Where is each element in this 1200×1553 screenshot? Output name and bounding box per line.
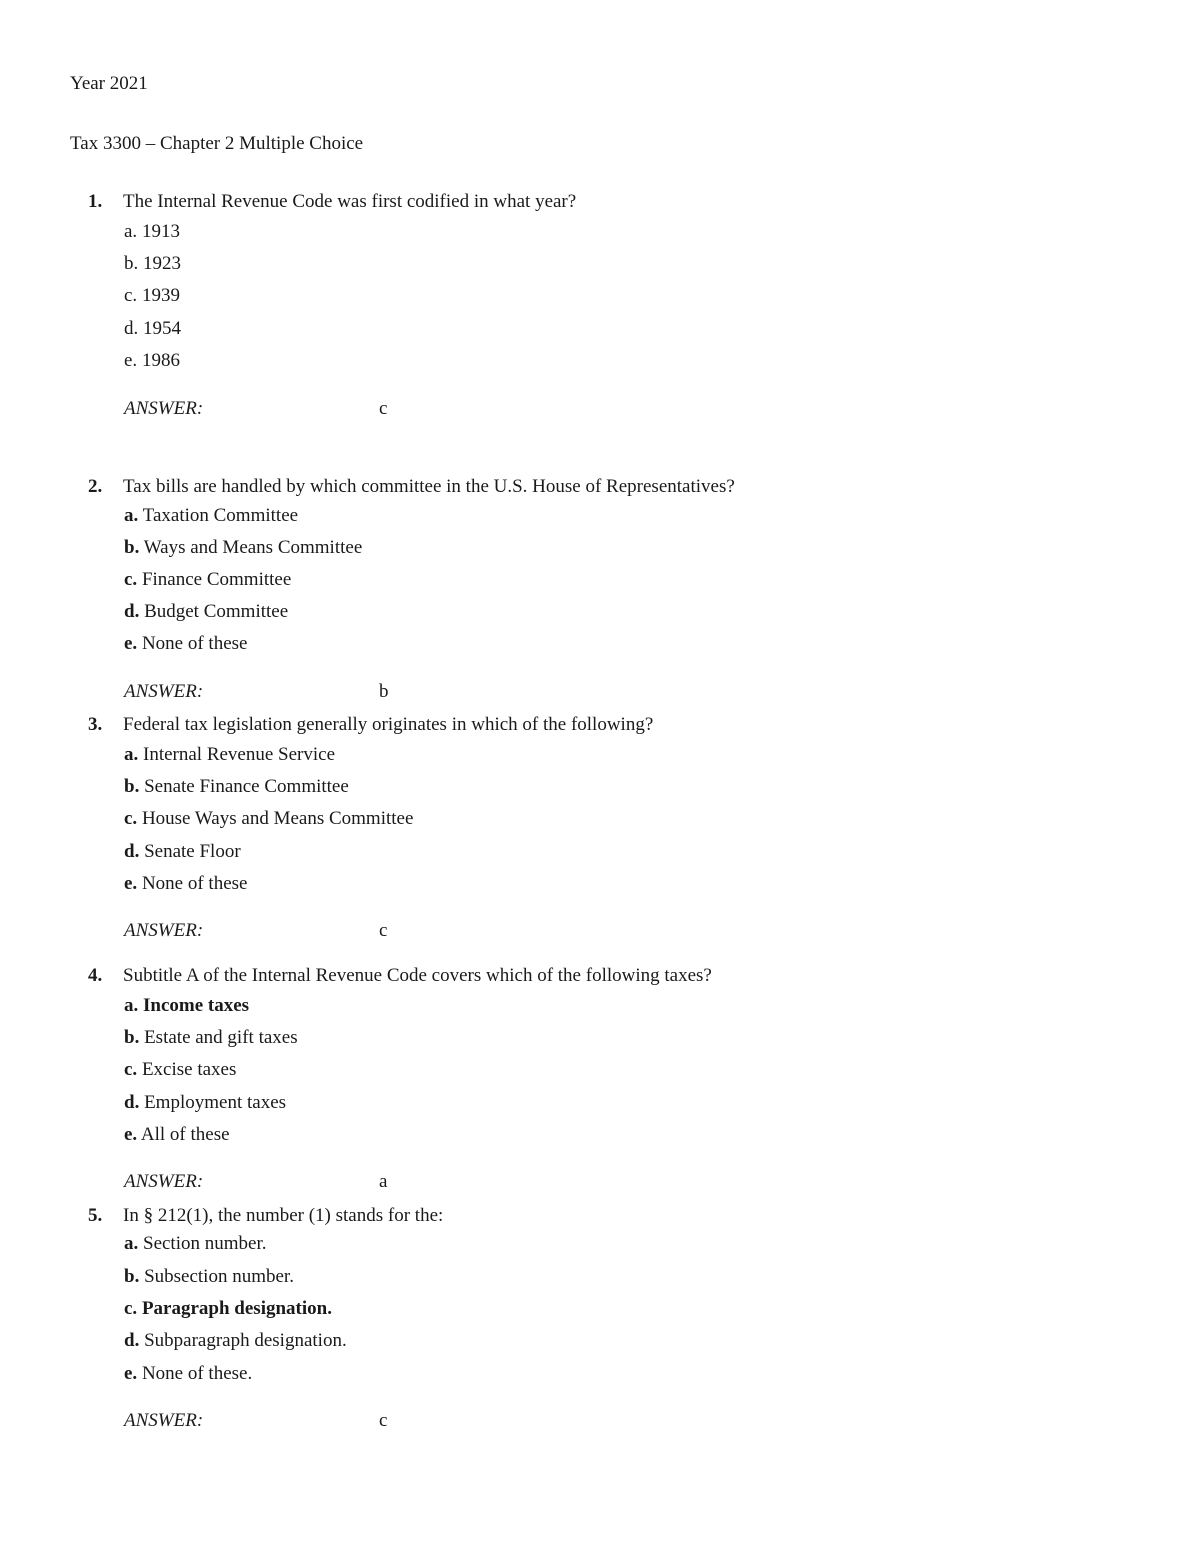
option-text: Taxation Committee [142,505,299,526]
option-d [124,1091,286,1115]
document-year: Year 2021 [70,73,148,94]
option-letter: d. [124,1092,140,1113]
option-text: Employment taxes [144,1092,287,1113]
option-c [124,568,291,592]
option-letter: a. [124,1233,139,1254]
option-letter: e. [124,633,138,654]
option-text: Excise taxes [141,1059,237,1080]
option-letter: a. [124,221,138,242]
option-b [124,536,362,560]
option-letter: d. [124,841,140,862]
option-c [124,1297,332,1321]
option-text: 1954 [143,318,181,339]
option-text: None of these. [141,1363,253,1384]
option-text: Subsection number. [144,1266,294,1287]
question-number: 4. [88,965,103,986]
option-text: None of these [141,633,248,654]
question-text: In § 212(1), the number (1) stands for the: [123,1205,444,1226]
option-text: Senate Finance Committee [144,776,349,797]
option-e [124,632,247,656]
question-number: 1. [88,191,103,212]
option-letter: c. [124,285,138,306]
option-letter: c. [124,1298,138,1319]
option-text: House Ways and Means Committee [141,808,414,829]
answer-value: c [379,920,388,941]
option-text: Income taxes [143,995,250,1016]
question-text: Federal tax legislation generally originates in which of the following? [123,714,654,735]
option-a [124,743,335,767]
option-letter: c. [124,569,138,590]
option-text: Ways and Means Committee [143,537,363,558]
option-a [124,504,298,528]
option-a [124,1232,266,1256]
option-text: 1939 [141,285,180,306]
option-c [124,284,180,308]
question-number: 5. [88,1205,103,1226]
option-letter: d. [124,1330,140,1351]
option-letter: a. [124,744,139,765]
option-letter: d. [124,601,140,622]
option-text: None of these [141,873,248,894]
option-d [124,600,288,624]
option-text: Senate Floor [144,841,241,862]
option-text: Finance Committee [141,569,292,590]
option-letter: b. [124,776,140,797]
option-d [124,1329,347,1353]
option-e [124,349,180,373]
option-letter: b. [124,253,139,274]
option-text: Paragraph designation. [141,1298,332,1319]
answer-value: c [379,1410,388,1431]
answer-value: b [379,681,389,702]
option-text: Internal Revenue Service [143,744,336,765]
option-text: 1923 [143,253,181,274]
option-letter: e. [124,350,138,371]
option-e [124,1362,252,1386]
option-letter: a. [124,505,139,526]
answer-label: ANSWER: [124,1410,204,1431]
question-text: Tax bills are handled by which committee in the U.S. House of Representatives? [123,476,735,497]
answer-label: ANSWER: [124,681,204,702]
option-a [124,220,180,244]
option-c [124,807,413,831]
option-text: Subparagraph designation. [144,1330,347,1351]
option-text: Estate and gift taxes [144,1027,298,1048]
answer-value: c [379,398,388,419]
answer-label: ANSWER: [124,920,204,941]
option-a [124,994,249,1018]
option-d [124,840,241,864]
option-d [124,317,181,341]
option-letter: b. [124,1266,140,1287]
option-letter: d. [124,318,139,339]
question-text: Subtitle A of the Internal Revenue Code covers which of the following taxes? [123,965,712,986]
option-b [124,252,181,276]
option-letter: e. [124,1363,138,1384]
option-letter: b. [124,537,140,558]
option-b [124,1026,298,1050]
document-title: Tax 3300 – Chapter 2 Multiple Choice [70,133,364,154]
option-text: 1913 [141,221,180,242]
answer-label: ANSWER: [124,398,204,419]
option-c [124,1058,236,1082]
option-text: 1986 [141,350,180,371]
question-number: 3. [88,714,103,735]
option-b [124,1265,294,1289]
option-letter: c. [124,808,138,829]
option-letter: e. [124,1124,138,1145]
question-text: The Internal Revenue Code was first codified in what year? [123,191,577,212]
answer-label: ANSWER: [124,1171,204,1192]
option-text: Budget Committee [144,601,289,622]
option-e [124,1123,230,1147]
option-e [124,872,247,896]
option-letter: c. [124,1059,138,1080]
option-letter: e. [124,873,138,894]
answer-value: a [379,1171,388,1192]
question-number: 2. [88,476,103,497]
option-letter: a. [124,995,139,1016]
option-text: Section number. [143,1233,267,1254]
option-b [124,775,349,799]
option-text: All of these [140,1124,230,1145]
option-letter: b. [124,1027,140,1048]
